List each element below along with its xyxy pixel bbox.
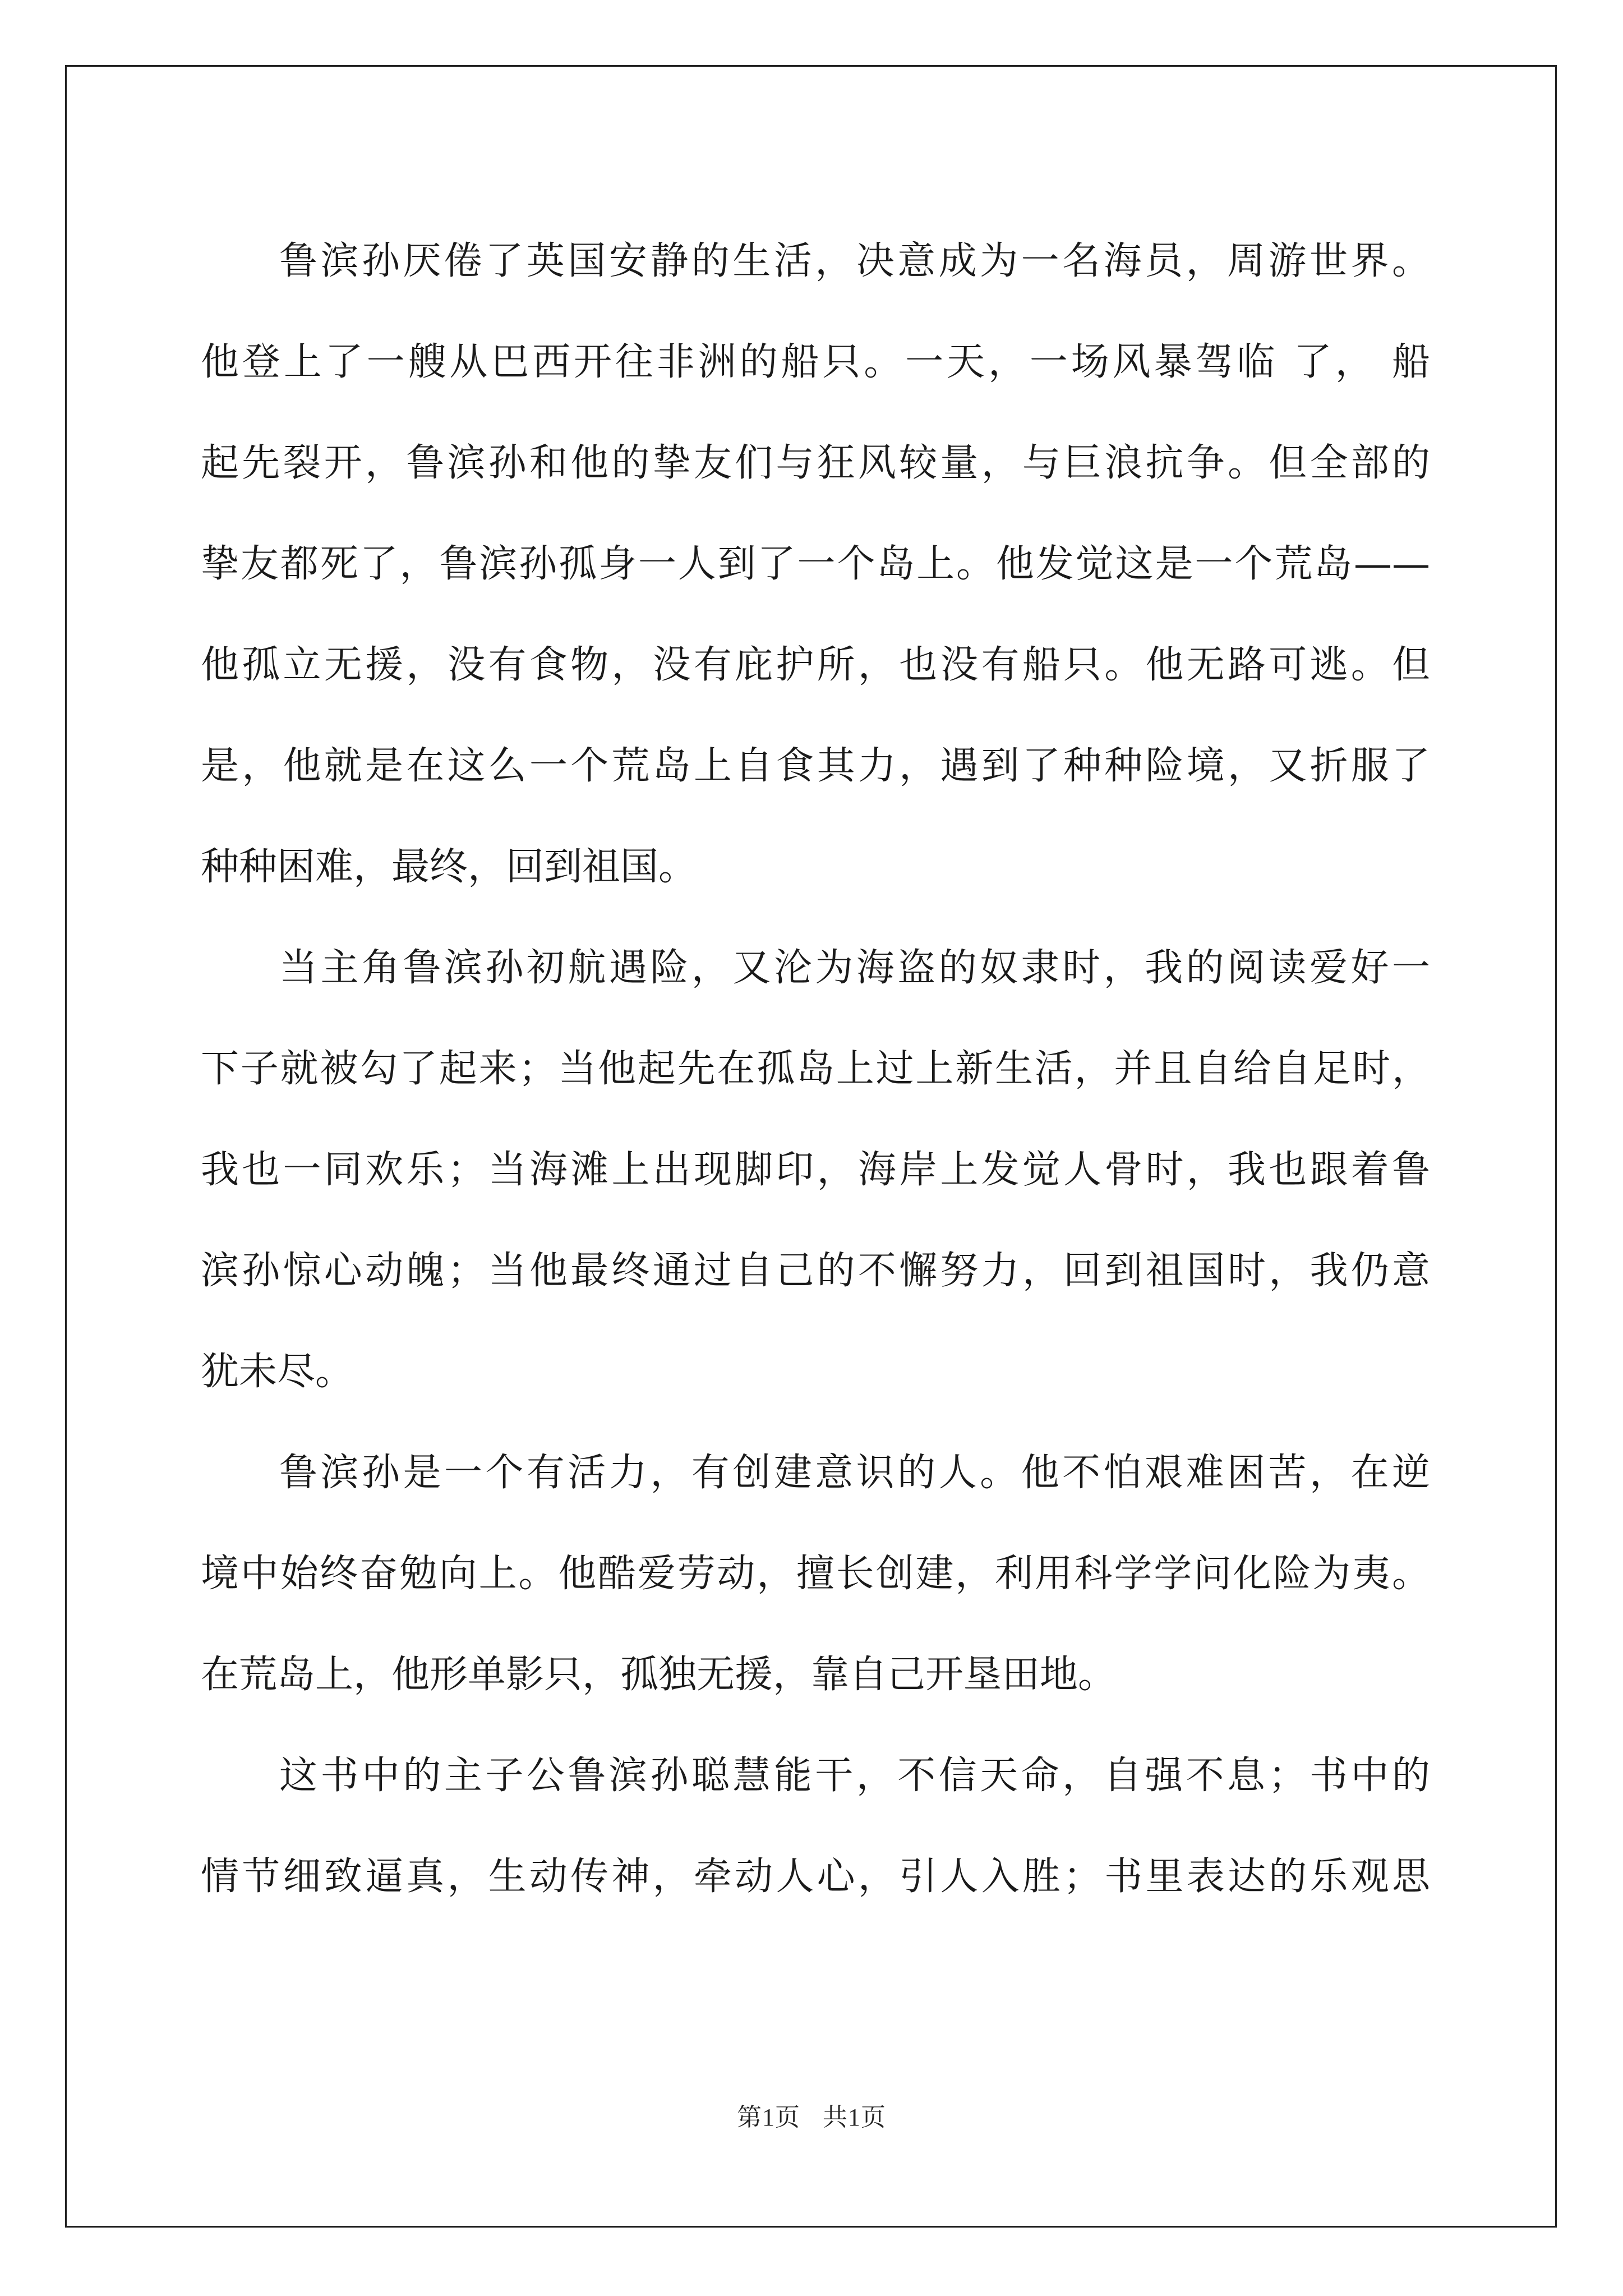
- text-line: 我也一同欢乐；当海滩上出现脚印，海岸上发觉人骨时，我也跟着鲁: [201, 1148, 1430, 1192]
- paragraph-3: [201, 1423, 1430, 1726]
- text-line: 是，他就是在这么一个荒岛上自食其力，遇到了种种险境，又折服了: [201, 744, 1430, 788]
- text-line: 挚友都死了，鲁滨孙孤身一人到了一个岛上。他发觉这是一个荒岛——: [201, 542, 1430, 586]
- text-line: 这书中的主子公鲁滨孙聪慧能干，不信天命，自强不息；书中的: [279, 1754, 1430, 1798]
- text-line: 情节细致逼真，生动传神，牵动人心，引人入胜；书里表达的乐观思: [201, 1855, 1430, 1899]
- paragraph-4: [201, 1726, 1430, 1927]
- text-line: 他孤立无援，没有食物，没有庇护所，也没有船只。他无路可逃。但: [201, 643, 1430, 687]
- text-line: 他登上了一艘从巴西开往非洲的船只。一天，一场风暴驾临 了， 船: [201, 340, 1430, 384]
- text-line: 种种困难，最终，回到祖国。: [201, 845, 697, 889]
- paragraph-1: [201, 211, 1430, 918]
- text-line: 犹未尽。: [201, 1350, 354, 1394]
- text-line: 境中始终奋勉向上。他酷爱劳动，擅长创建，利用科学学问化险为夷。: [201, 1552, 1430, 1596]
- text-line: 当主角鲁滨孙初航遇险，又沦为海盗的奴隶时，我的阅读爱好一: [279, 946, 1430, 990]
- text-line: 下子就被勾了起来；当他起先在孤岛上过上新生活，并且自给自足时，: [201, 1047, 1430, 1091]
- text-line: 滨孙惊心动魄；当他最终通过自己的不懈努力，回到祖国时，我仍意: [201, 1249, 1430, 1293]
- page-footer: [0, 2097, 1623, 2133]
- paragraph-2: [201, 918, 1430, 1423]
- text-line: 鲁滨孙厌倦了英国安静的生活，决意成为一名海员，周游世界。: [279, 239, 1430, 283]
- page-total: 共1页: [823, 2104, 886, 2131]
- page-number: 第1页: [737, 2104, 800, 2131]
- text-line: 鲁滨孙是一个有活力，有创建意识的人。他不怕艰难困苦，在逆: [279, 1451, 1430, 1495]
- text-line: 起先裂开，鲁滨孙和他的挚友们与狂风较量，与巨浪抗争。但全部的: [201, 441, 1430, 485]
- document-body: [201, 211, 1430, 1927]
- text-line: 在荒岛上，他形单影只，孤独无援，靠自己开垦田地。: [201, 1653, 1117, 1697]
